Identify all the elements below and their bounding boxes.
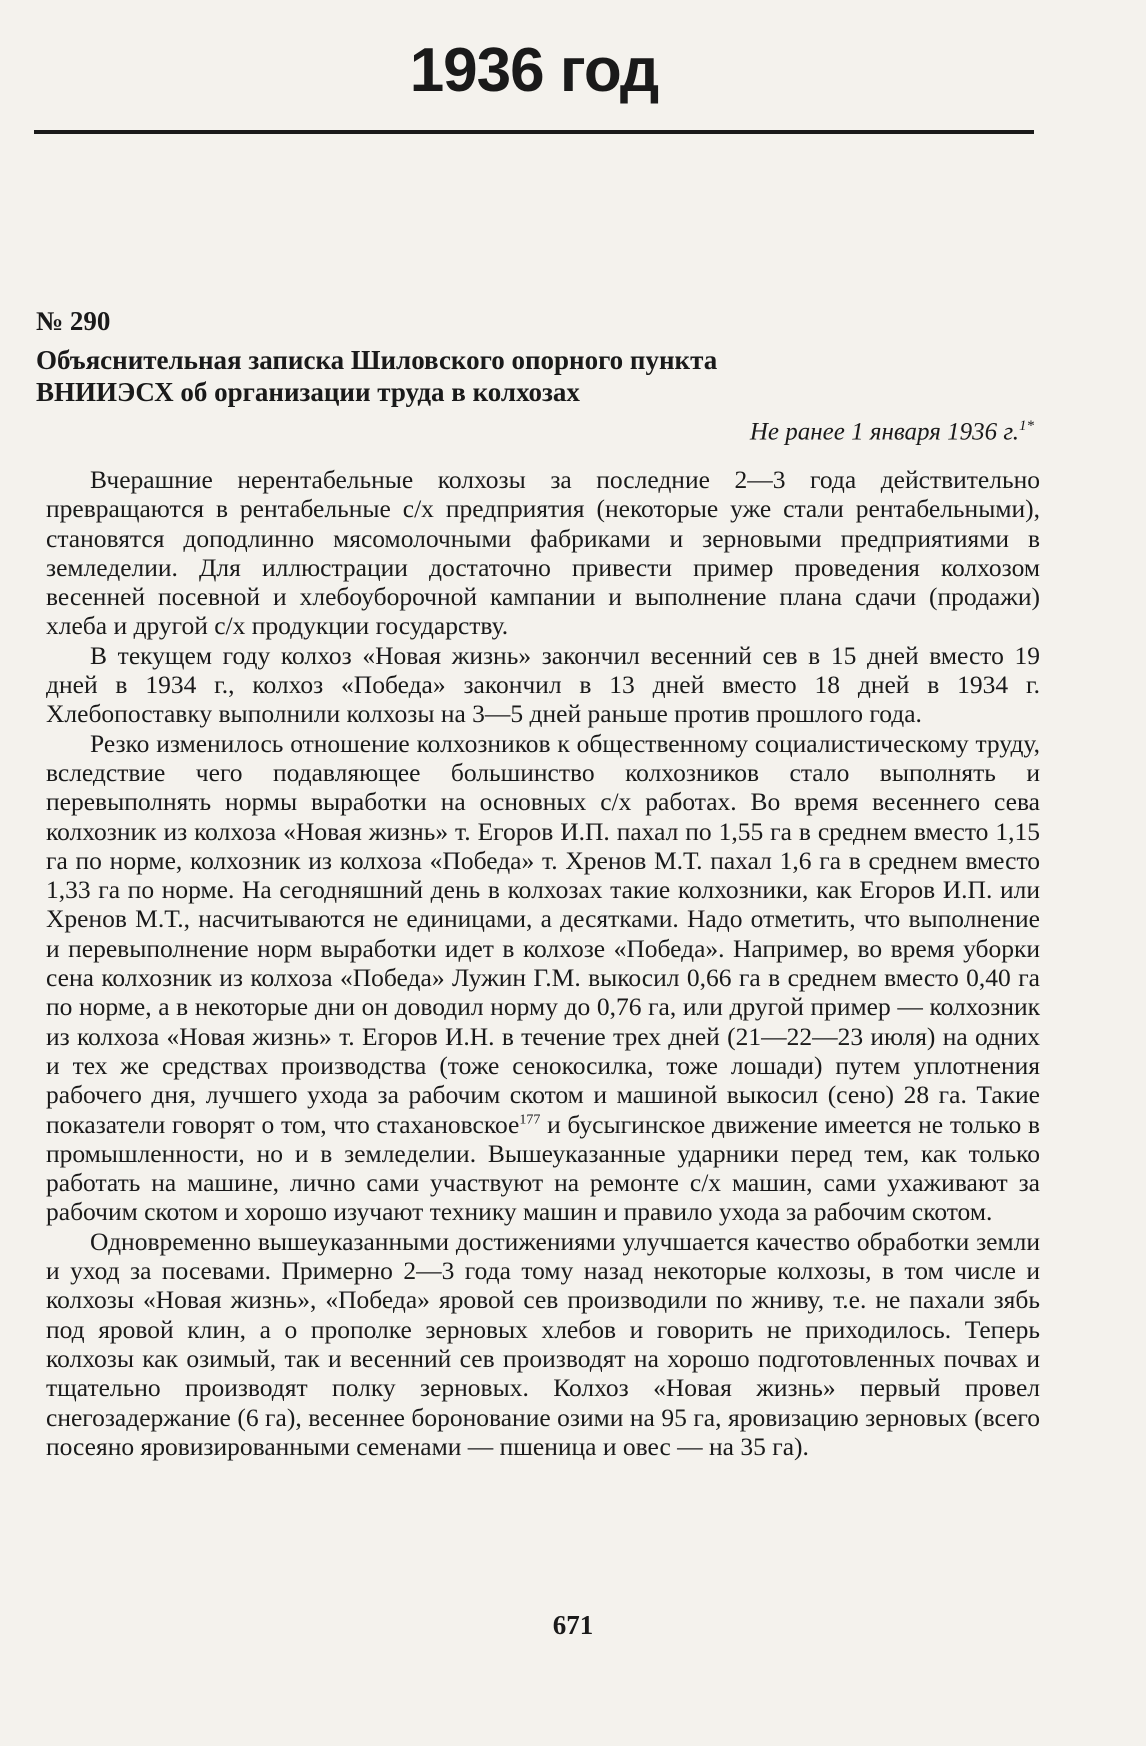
document-number: № 290: [36, 306, 111, 336]
paragraph: Одновременно вышеуказанными достижениями улучшается качество обработки земли и уход за посевами. Примерно 2—3 года тому назад некоторые колхозы, в том числе и колхозы «Новая жизнь», «Победа» яровой сев производили по жниву, т.е. не пахали зябь под яровой клин, а о прополке зерновых хлебов и говорить не приходилось. Теперь колхозы как озимый, так и весенний сев производят на хорошо подготовленных почвах и тщательно производят полку зерновых. Колхоз «Новая жизнь» первый провел снегозадержание (6 га), весеннее боронование озими на 95 га, яровизацию зерновых (всего посеяно яровизированными семенами — пшеница и овес — на 35 га).: [46, 1226, 1040, 1461]
paragraph: В текущем году колхоз «Новая жизнь» закончил весенний сев в 15 дней вместо 19 дней в 1934 г., колхоз «Победа» закончил в 13 дней вместо 18 дней в 1934 г. Хлебопоставку выполнили колхозы на 3—5 дней раньше против прошлого года.: [46, 640, 1040, 729]
document-title-line: ВНИИЭСХ об организации труда в колхозах: [36, 377, 580, 407]
date-footnote-marker: 1*: [1019, 418, 1034, 434]
paragraph: Вчерашние нерентабельные колхозы за последние 2—3 года действительно превращаются в рентабельные с/х предприятия (некоторые уже стали рентабельными), становятся доподлинно мясомолочными фабриками и зерновыми предприятиями в земледелии. Для иллюстрации достаточно привести пример проведения колхозом весенней посевной и хлебоуборочной кампании и выполнение плана сдачи (продажи) хлеба и другой с/х продукции государству.: [46, 465, 1040, 641]
page-number: 671: [552, 1610, 594, 1640]
document-date: [750, 418, 1034, 446]
running-head-year: 1936 год: [409, 36, 659, 105]
document-title: [36, 344, 986, 408]
paragraph: [46, 729, 1040, 1227]
paragraph-text: и бусыгинское движение имеется не только в промышленности, но и в земледелии. Вышеуказанные ударники перед тем, как только работать на машине, лично сами участвуют на ремонте с/х машин, сами ухаживают за рабочим скотом и хорошо изучают технику машин и правило ухода за рабочим скотом.: [46, 1109, 1041, 1227]
document-title-line: Объяснительная записка Шиловского опорного пункта: [36, 345, 718, 375]
body-text: [46, 465, 1040, 1461]
document-date-text: Не ранее 1 января 1936 г.: [749, 418, 1019, 446]
footnote-reference: 177: [519, 1112, 541, 1128]
header-rule: [34, 130, 1034, 134]
paragraph-text: Резко изменилось отношение колхозников к общественному социалистическому труду, вследствие чего подавляющее большинство колхозников стало выполнять и перевыполнять нормы выработки на основных с/х работах. Во время весеннего сева колхозник из колхоза «Новая жизнь» т. Егоров И.П. пахал по 1,55 га в среднем вместо 1,15 га по норме, колхозник из колхоза «Победа» т. Хренов М.Т. пахал 1,6 га в среднем вместо 1,33 га по норме. На сегодняшний день в колхозах такие колхозники, как Егоров И.П. или Хренов М.Т., насчитываются не единицами, а десятками. Надо отметить, что выполнение и перевыполнение норм выработки идет в колхозе «Победа». Например, во время уборки сена колхозник из колхоза «Победа» Лужин Г.М. выкосил 0,66 га в среднем вместо 0,40 га по норме, а в некоторые дни он доводил норму до 0,76 га, или другой пример — колхозник из колхоза «Новая жизнь» т. Егоров И.Н. в течение трех дней (21—22—23 июля) на одних и тех же средствах производства (тоже сенокосилка, тоже лошади) путем уплотнения рабочего дня, лучшего ухода за рабочим скотом и машиной выкосил (сено) 28 га. Такие показатели говорят о том, что стахановское: [46, 728, 1040, 1139]
